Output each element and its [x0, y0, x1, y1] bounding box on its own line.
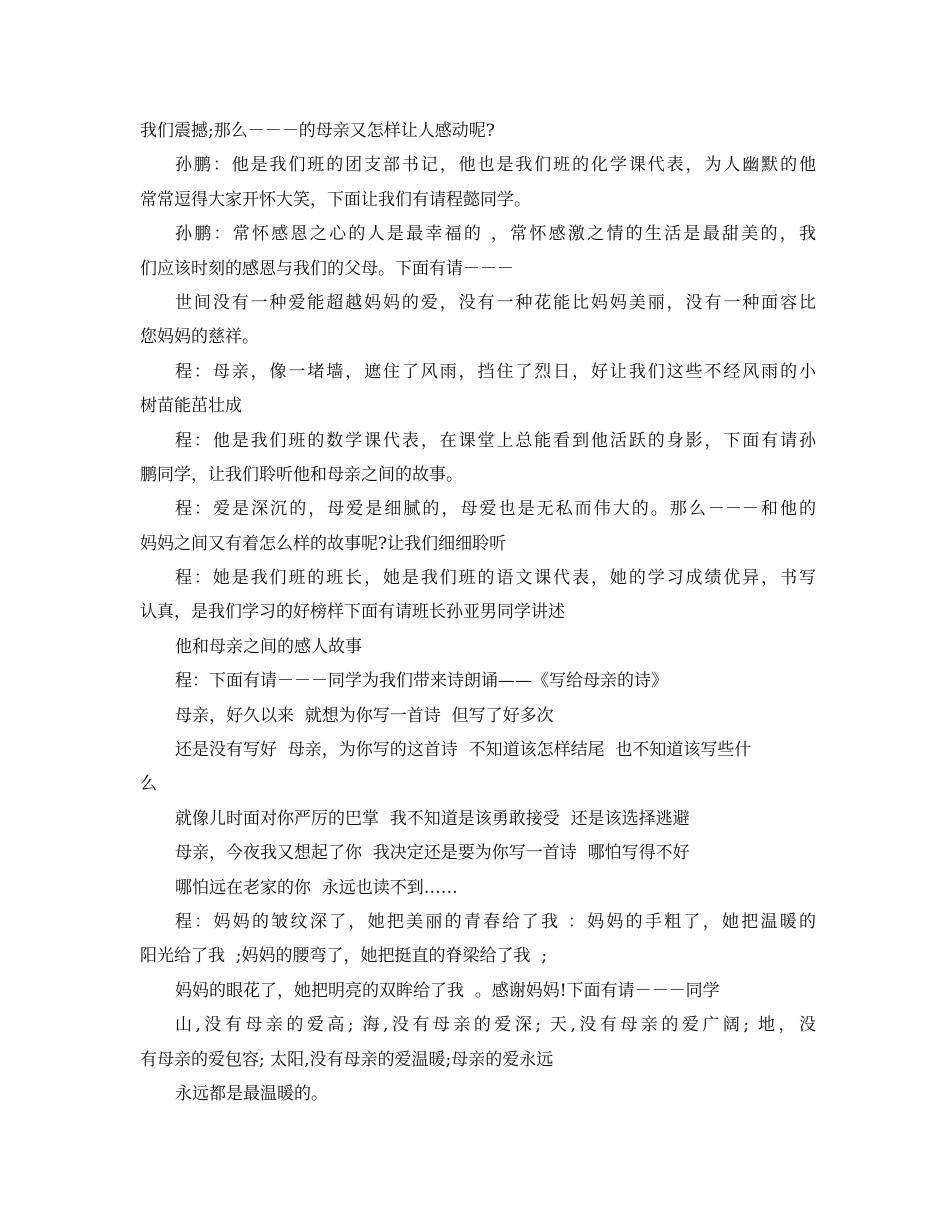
- text-line: 孙鹏：他是我们班的团支部书记，他也是我们班的化学课代表，为人幽默的他: [175, 155, 816, 176]
- text-line: 山,没有母亲的爱高; 海,没有母亲的爱深; 天,没有母亲的爱广阔; 地，没: [175, 1015, 816, 1036]
- poem-line: 么: [140, 774, 157, 795]
- text-line: 程：下面有请－－－同学为我们带来诗朗诵——《写给母亲的诗》: [175, 671, 668, 692]
- text-line: 我们震撼;那么－－－的母亲又怎样让人感动呢?: [140, 121, 495, 141]
- text-line: 永远都是最温暖的。: [175, 1083, 328, 1104]
- poem-line: 就像儿时面对你严厉的巴掌 我不知道是该勇敢接受 还是该选择逃避: [175, 808, 690, 829]
- text-line: 程：母亲，像一堵墙，遮住了风雨，挡住了烈日，好让我们这些不经风雨的小: [175, 361, 816, 382]
- text-line: 孙鹏：常怀感恩之心的人是最幸福的 ，常怀感激之情的生活是最甜美的，我: [175, 224, 816, 245]
- text-line: 鹏同学，让我们聆听他和母亲之间的故事。: [140, 464, 463, 485]
- text-line: 程：他是我们班的数学课代表，在课堂上总能看到他活跃的身影，下面有请孙: [175, 430, 816, 451]
- document-body: [140, 114, 816, 1111]
- text-line: 程：妈妈的皱纹深了，她把美丽的青春给了我 ：妈妈的手粗了，她把温暖的: [175, 911, 816, 932]
- text-line: 认真，是我们学习的好榜样下面有请班长孙亚男同学讲述: [140, 602, 565, 623]
- text-line: 世间没有一种爱能超越妈妈的爱，没有一种花能比妈妈美丽，没有一种面容比: [175, 292, 816, 313]
- text-line: 程：爱是深沉的，母爱是细腻的，母爱也是无私而伟大的。那么－－－和他的: [175, 499, 816, 520]
- poem-line: 母亲，好久以来 就想为你写一首诗 但写了好多次: [175, 705, 554, 726]
- text-line: 有母亲的爱包容; 太阳,没有母亲的爱温暖;母亲的爱永远: [140, 1049, 554, 1070]
- text-line: 程：她是我们班的班长，她是我们班的语文课代表，她的学习成绩优异，书写: [175, 568, 816, 589]
- text-line: 妈妈的眼花了，她把明亮的双眸给了我 。感谢妈妈!下面有请－－－同学: [175, 980, 720, 1001]
- poem-line: 还是没有写好 母亲，为你写的这首诗 不知道该怎样结尾 也不知道该写些什: [175, 740, 752, 761]
- text-line: 他和母亲之间的感人故事: [175, 636, 362, 657]
- text-line: 您妈妈的慈祥。: [140, 327, 259, 348]
- poem-line: 母亲，今夜我又想起了你 我决定还是要为你写一首诗 哪怕写得不好: [175, 843, 690, 864]
- text-line: 常常逗得大家开怀大笑，下面让我们有请程懿同学。: [140, 189, 531, 210]
- poem-line: 哪怕远在老家的你 永远也读不到……: [175, 877, 458, 898]
- text-line: 们应该时刻的感恩与我们的父母。下面有请－－－: [140, 258, 514, 279]
- text-line: 妈妈之间又有着怎么样的故事呢?让我们细细聆听: [140, 533, 507, 554]
- text-line: 树苗能茁壮成: [140, 396, 242, 417]
- text-line: 阳光给了我 ;妈妈的腰弯了，她把挺直的脊梁给了我 ;: [140, 946, 548, 967]
